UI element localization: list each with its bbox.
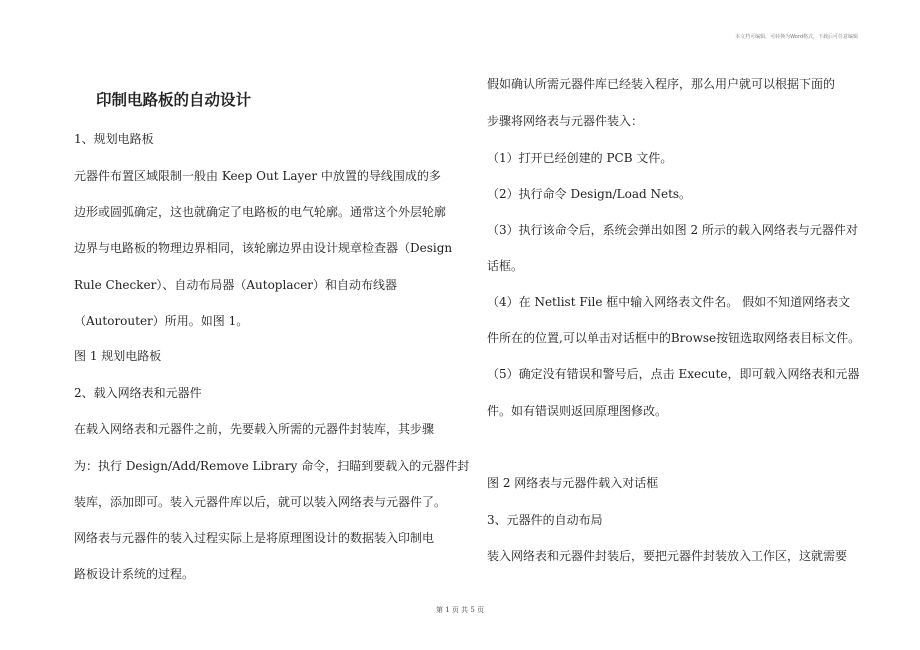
- paragraph-line: 网络表与元器件的装入过程实际上是将原理图设计的数据装入印制电: [74, 531, 435, 545]
- list-item-5: （5）确定没有错误和警号后，点击 Execute，即可载入网络表和元器: [487, 367, 860, 381]
- header-note: 本文档可编辑，可转换为Word格式，下载后可任意编辑: [735, 34, 858, 40]
- section-heading-2: 2、载入网络表和元器件: [74, 386, 202, 400]
- list-item-1: （1）打开已经创建的 PCB 文件。: [487, 151, 673, 165]
- paragraph-line: 装库，添加即可。装入元器件库以后，就可以装入网络表与元器件了。: [74, 495, 447, 509]
- paragraph-line: （Autorouter）所用。如图 1。: [74, 314, 249, 328]
- section-heading-1: 1、规划电路板: [74, 132, 154, 146]
- figure-caption-2: 图 2 网络表与元器件载入对话框: [487, 476, 659, 490]
- section-heading-3: 3、元器件的自动布局: [487, 513, 603, 527]
- paragraph-line: 为：执行 Design/Add/Remove Library 命令，扫瞄到要载入的元器件封: [74, 459, 470, 473]
- page-footer: 第 1 页 共 5 页: [435, 606, 485, 614]
- list-item-3: （3）执行该命令后，系统会弹出如图 2 所示的载入网络表与元器件对: [487, 223, 858, 237]
- list-item-4: （4）在 Netlist File 框中输入网络表文件名。 假如不知道网络表文: [487, 295, 851, 309]
- paragraph-line: 元器件布置区域限制一般由 Keep Out Layer 中放置的导线围成的多: [74, 169, 441, 183]
- list-item-2: （2）执行命令 Design/Load Nets。: [487, 187, 692, 201]
- list-item-4-cont: 件所在的位置,可以单击对话框中的Browse按钮选取网络表目标文件。: [487, 331, 861, 345]
- figure-caption-1: 图 1 规划电路板: [74, 349, 162, 363]
- paragraph-line: 路板设计系统的过程。: [74, 567, 195, 581]
- paragraph-line: 步骤将网络表与元器件装入：: [487, 114, 644, 128]
- list-item-3-cont: 话框。: [487, 259, 524, 273]
- paragraph-line: 假如确认所需元器件库已经装入程序，那么用户就可以根据下面的: [487, 77, 836, 91]
- paragraph-line: 装入网络表和元器件封装后，要把元器件封装放入工作区，这就需要: [487, 549, 848, 563]
- document-title: 印制电路板的自动设计: [96, 90, 252, 109]
- paragraph-line: 在载入网络表和元器件之前，先要载入所需的元器件封装库，其步骤: [74, 422, 435, 436]
- list-item-5-cont: 件。如有错误则返回原理图修改。: [487, 404, 668, 418]
- paragraph-line: 边界与电路板的物理边界相同，该轮廓边界由设计规章检查器（Design: [74, 241, 453, 255]
- paragraph-line: Rule Checker）、自动布局器（Autoplacer）和自动布线器: [74, 278, 398, 292]
- paragraph-line: 边形或圆弧确定，这也就确定了电路板的电气轮廓。通常这个外层轮廓: [74, 205, 447, 219]
